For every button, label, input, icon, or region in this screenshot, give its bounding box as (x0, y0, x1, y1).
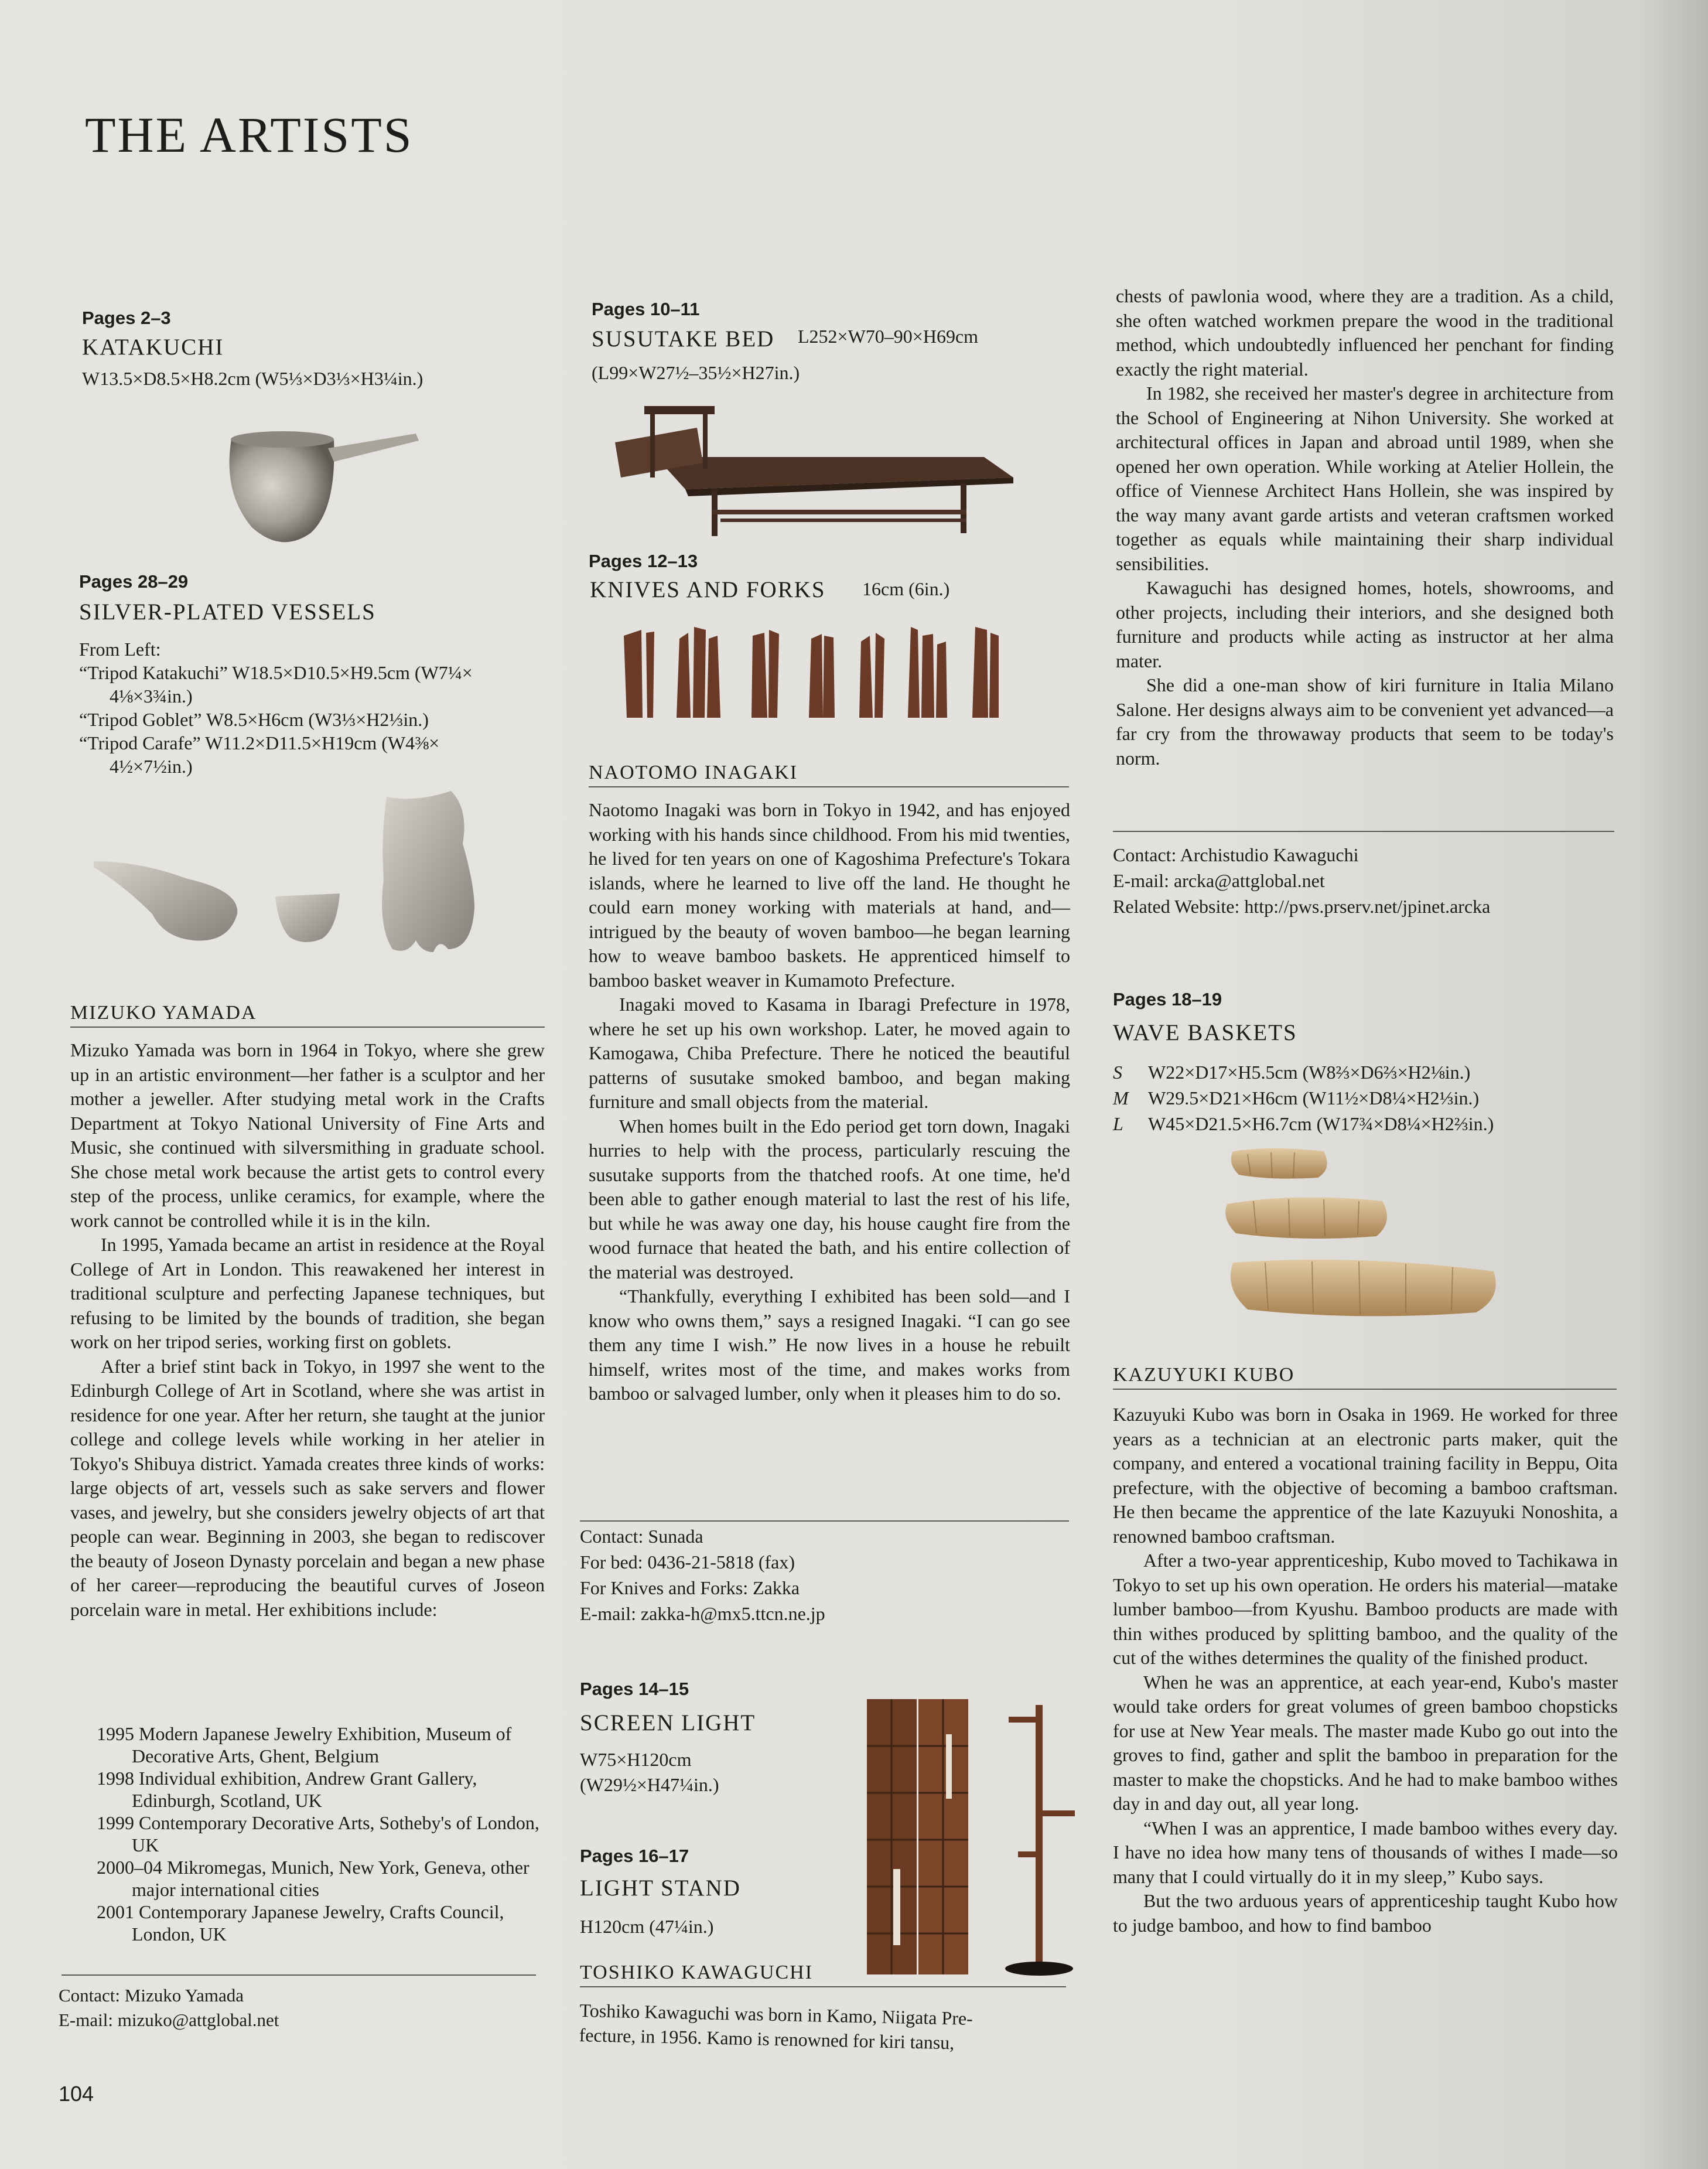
product-dims2-screen: (W29½×H47¼in.) (580, 1774, 719, 1795)
contact-line: For bed: 0436-21-5818 (fax) (580, 1551, 795, 1573)
product-title-bed: SUSUTAKE BED (592, 326, 775, 352)
contact-inagaki (580, 1523, 825, 1626)
silver-line: “Tripod Carafe” W11.2×D11.5×H19cm (W4⅜× (79, 732, 440, 753)
pages-label-knives: Pages 12–13 (589, 551, 698, 571)
exhibition-item: 1995 Modern Japanese Jewelry Exhibition, Museum of Decorative Arts, Ghent, Belgium (97, 1723, 512, 1766)
page-number: 104 (59, 2082, 94, 2106)
bio-paragraph: chests of pawlonia wood, where they are a tradition. As a child, she often watched workmen prepare the wood in the traditional method, which undoubtedly influenced her penchant for finding exactly the right material. (1116, 285, 1614, 380)
artist-bio-inagaki (589, 798, 1070, 1406)
bio-paragraph: After a brief stint back in Tokyo, in 1997 she went to the Edinburgh College of Art in Scotland, where she was artist in residence for one year. After her return, she taught at the junior college and college levels while working in her atelier in Tokyo's Shibuya district. Yamada creates three kinds of works: large objects of art, vessels such as sake servers and flower vases, and jewelry, but she considers jewelry objects of art that people can wear. Beginning in 2003, she began to rediscover the beauty of Joseon Dynasty porcelain and began a new phase of her career—reproducing the beautiful curves of Joseon porcelain ware in metal. Her exhibitions include: (70, 1355, 545, 1620)
pages-label-wave: Pages 18–19 (1113, 989, 1222, 1010)
product-title-wave: WAVE BASKETS (1113, 1020, 1297, 1045)
email-line: E-mail: zakka-h@mx5.ttcn.ne.jp (580, 1603, 825, 1624)
bio-line: Toshiko Kawaguchi was born in Kamo, Niigata Pre- (579, 1999, 973, 2030)
silver-line: “Tripod Goblet” W8.5×H6cm (W3⅓×H2⅓in.) (79, 709, 429, 730)
contact-yamada (59, 1983, 279, 2032)
bio-paragraph: Mizuko Yamada was born in 1964 in Tokyo, where she grew up in an artistic environment—her father is a sculptor and her mother a jeweller. After studying metal work in the Crafts Department at Tokyo National University of Fine Arts and Music, she continued with silversmithing in graduate school. She chose metal work because the artist gets to control every step of the process, unlike ceramics, for example, where the work cannot be controlled while it is in the kiln. (70, 1039, 545, 1231)
contact-line: Contact: Archistudio Kawaguchi (1113, 844, 1359, 865)
bio-paragraph: When he was an apprentice, at each year-end, Kubo's master would take orders for great volumes of green bamboo chopsticks for use at New Year meals. The master made Kubo go out into the groves to find, gather and split the bamboo in preparation for the master to make the chopsticks. And he had to make bamboo withes day in and day out, all year long. (1113, 1671, 1618, 1814)
bio-paragraph: “When I was an apprentice, I made bamboo withes every day. I have no idea how many tens of thousands of withes I made—so many that I could virtually do it in my sleep,” Kubo says. (1113, 1817, 1618, 1887)
exhibition-item: 1999 Contemporary Decorative Arts, Sotheby's of London, UK (97, 1812, 539, 1856)
product-title-stand: LIGHT STAND (580, 1875, 741, 1901)
email-line: E-mail: mizuko@attglobal.net (59, 2010, 279, 2030)
artist-bio-kawaguchi-continued (1116, 284, 1614, 770)
silver-line: 4½×7½in.) (110, 756, 193, 777)
bio-paragraph: In 1982, she received her master's degree in architecture from the School of Engineering at Nihon University. She worked at architectural offices in Japan and abroad until 1989, when she opened her own operation. While working at Atelier Hollein, the office of Viennese Architect Hans Hollein, she was inspired by the way many avant garde artists and veteran craftsmen worked together as equals while maintaining their sharp individual sensibilities. (1116, 383, 1614, 574)
product-dims-katakuchi: W13.5×D8.5×H8.2cm (W5⅓×D3⅓×H3¼in.) (82, 368, 423, 389)
website-line: Related Website: http://pws.prserv.net/jpinet.arcka (1113, 896, 1491, 917)
artist-heading-inagaki: NAOTOMO INAGAKI (589, 762, 1069, 787)
bio-paragraph: In 1995, Yamada became an artist in residence at the Royal College of Art in London. This reawakened her interest in traditional sculpture and perfecting Japanese techniques, but refusing to be limited by the bounds of tradition, she began work on her tripod series, working first on goblets. (70, 1234, 545, 1352)
artist-heading-kubo: KAZUYUKI KUBO (1113, 1364, 1617, 1390)
pages-label-screen: Pages 14–15 (580, 1679, 689, 1699)
silver-vessels-photo (88, 785, 486, 961)
silver-line: “Tripod Katakuchi” W18.5×D10.5×H9.5cm (W7¼× (79, 662, 473, 683)
product-dims-screen: W75×H120cm (580, 1749, 692, 1770)
product-title-silver: SILVER-PLATED VESSELS (79, 599, 376, 625)
pages-label-katakuchi: Pages 2–3 (82, 308, 171, 328)
exhibition-item: 2000–04 Mikromegas, Munich, New York, Geneva, other major international cities (97, 1857, 530, 1900)
contact-divider (1113, 831, 1614, 832)
exhibition-list (97, 1723, 542, 1945)
size-label: M (1113, 1087, 1129, 1109)
bio-paragraph: Kazuyuki Kubo was born in Osaka in 1969. He worked for three years as a technician at an electronic parts maker, quit the company, and entered a vocational training facility in Beppu, Oita prefecture, with the objective of becoming a bamboo craftsman. He then became the apprentice of the late Kazuyuki Nonoshita, a renowned bamboo craftsman. (1113, 1404, 1618, 1547)
bio-paragraph: Kawaguchi has designed homes, hotels, showrooms, and other projects, including their interiors, and she designed both furniture and products while acting as instructor at her alma mater. (1116, 577, 1614, 671)
artist-bio-kubo (1113, 1403, 1618, 1938)
bio-paragraph: Naotomo Inagaki was born in Tokyo in 1942, and has enjoyed working with his hands since childhood. From his mid twenties, he lived for ten years on one of Kagoshima Prefecture's Tokara islands, where he learned to live off the land. He thought he could earn money working with materials at hand, and—intrigued by the beauty of woven bamboo—he began learning how to weave bamboo baskets. He apprenticed himself to bamboo basket weaver in Kumamoto Prefecture. (589, 799, 1070, 991)
email-line: E-mail: arcka@attglobal.net (1113, 870, 1325, 891)
artist-heading-kawaguchi: TOSHIKO KAWAGUCHI (580, 1962, 1066, 1987)
susutake-bed-photo (609, 401, 1019, 542)
contact-line: For Knives and Forks: Zakka (580, 1577, 800, 1598)
pages-label-stand: Pages 16–17 (580, 1846, 689, 1866)
silver-description (79, 637, 559, 778)
exhibition-item: 1998 Individual exhibition, Andrew Grant Gallery, Edinburgh, Scotland, UK (97, 1768, 477, 1811)
artist-bio-yamada (70, 1038, 545, 1622)
bio-paragraph: “Thankfully, everything I exhibited has been sold—and I know who owns them,” says a resigned Inagaki. “I can go see them any time I wish.” He now lives in a house he rebuilt himself, writes most of the time, and makes works from bamboo or salvaged lumber, only when it pleases him to do so. (589, 1285, 1070, 1404)
silver-line: 4⅛×3¾in.) (110, 686, 193, 707)
wave-baskets-photo (1224, 1145, 1505, 1333)
size-dims: W22×D17×H5.5cm (W8⅔×D6⅔×H2⅛in.) (1148, 1062, 1471, 1083)
silver-line: From Left: (79, 639, 161, 660)
pages-label-bed: Pages 10–11 (592, 299, 700, 319)
product-dims-stand: H120cm (47¼in.) (580, 1916, 714, 1937)
bio-paragraph: But the two arduous years of apprenticeship taught Kubo how to judge bamboo, and how to find bamboo (1113, 1890, 1618, 1936)
size-label: L (1113, 1113, 1123, 1134)
katakuchi-photo (217, 422, 422, 557)
contact-line: Contact: Mizuko Yamada (59, 1985, 244, 2006)
page-title: THE ARTISTS (85, 107, 414, 163)
product-dims-knives: 16cm (6in.) (862, 578, 950, 599)
size-row (1113, 1059, 1494, 1085)
artist-heading-yamada: MIZUKO YAMADA (70, 1002, 545, 1028)
contact-divider (62, 1974, 536, 1976)
knives-forks-photo (618, 621, 1005, 727)
bio-paragraph: She did a one-man show of kiri furniture in Italia Milano Salone. Her designs always aim to be convenient yet advanced—a far cry from the throwaway products that seem to be today's norm. (1116, 674, 1614, 769)
product-title-katakuchi: KATAKUCHI (82, 335, 224, 360)
product-title-screen: SCREEN LIGHT (580, 1710, 756, 1735)
contact-kawaguchi (1113, 842, 1490, 919)
exhibition-item: 2001 Contemporary Japanese Jewelry, Crafts Council, London, UK (97, 1901, 504, 1945)
contact-line: Contact: Sunada (580, 1526, 703, 1547)
pages-label-silver: Pages 28–29 (79, 571, 189, 592)
product-dims-bed: L252×W70–90×H69cm (798, 326, 979, 347)
wave-sizes (1113, 1059, 1494, 1137)
artist-bio-kawaguchi (579, 1998, 1072, 2058)
size-label: S (1113, 1062, 1122, 1083)
product-dims2-bed: (L99×W27½–35½×H27in.) (592, 362, 800, 383)
screen-light-stand-photo (861, 1693, 1084, 1986)
bio-paragraph: After a two-year apprenticeship, Kubo moved to Tachikawa in Tokyo to set up his own operation. He orders his material—matake lumber bamboo—from Kyushu. Bamboo products are made with thin withes produced by splitting bamboo, and the quality of the cut of the withes determines the quality of the finished product. (1113, 1550, 1618, 1668)
product-title-knives: KNIVES AND FORKS (590, 577, 826, 602)
bio-paragraph: When homes built in the Edo period get torn down, Inagaki hurries to help with the process, particularly rescuing the susutake supports from the thatched roofs. At one time, he'd been able to gather enough material to last the rest of his life, but while he was away one day, his house caught fire from the wood furnace that heated the bath, and his entire collection of the material was destroyed. (589, 1115, 1070, 1283)
size-dims: W29.5×D21×H6cm (W11½×D8¼×H2⅓in.) (1148, 1087, 1480, 1109)
size-dims: W45×D21.5×H6.7cm (W17¾×D8¼×H2⅔in.) (1148, 1113, 1494, 1134)
bio-line: fecture, in 1956. Kamo is renowned for kiri tansu, (579, 2024, 955, 2054)
contact-divider (580, 1520, 1069, 1522)
size-row (1113, 1111, 1494, 1137)
size-row (1113, 1085, 1494, 1111)
bio-paragraph: Inagaki moved to Kasama in Ibaragi Prefecture in 1978, where he set up his own workshop. Later, he moved again to Kamogawa, Chiba Prefecture. There he noticed the beautiful patterns of susutake smoked bamboo, and began making furniture and small objects from the material. (589, 994, 1070, 1112)
